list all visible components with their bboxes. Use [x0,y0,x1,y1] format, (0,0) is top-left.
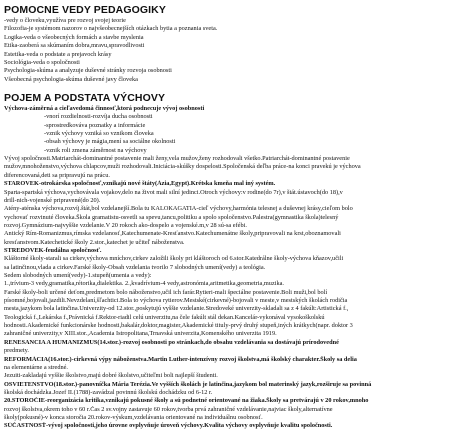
heading-pojem-vychovy: POJEM A PODSTATA VÝCHOVY [4,92,166,104]
body-line: na elementárne a stredné. [4,363,68,371]
body-line: STREDOVEK-feudálna spoločnosť. [4,246,102,254]
body-line: školská dochádzka.Jozef II.(1788)-zavádzal povinnú školskú dochádzku od 6-12 r. [4,388,213,396]
body-line: sa latinčinou,vlada a cirkev.Farské školy-Obsah vzdelania tvorilo 7 slobodných umení(vedy) a teológia. [4,263,266,271]
body-line: 20.STOROČIE-reorganizácia kritika,vznikajú pokusné školy a sú podnetné orientované na žiaka.Školy sa pretvárajú v 20 rokov,mnoho [4,397,369,405]
body-line: rozvoj.Gymnázium-najvyššie vzdelanie.V 20 rokoch ako-dospelo a vojenské.m,v 28 sú-sa efébi. [4,221,247,229]
body-line: kresťanstvom.Katechetické školy 2.stor.,katechet je učiteľ náboženstva. [4,238,185,246]
body-line: diferencovaná,deti sa pripravujú na prácu. [4,171,110,179]
body-line: -vnorí rozdielnosti-rozvíja ducha osobnosti [44,113,153,121]
body-line: písomné,bojovali,jazdili.Nevzdelaní,šľachtici.Bola to výchova rytierov.Mestské(cirkevné)-bojovali v meste,v mestských školách rodičia [4,297,348,305]
body-line: rozvoj školstva,okrem toho v 60 r.Čas 2 sv.vojny zastavuje 60 rokov,tvorba prvá zahraničné vzdelávanie,najviac školy,alternatívne [4,405,333,413]
intro-line: Filozofia-je systémom nazorov o najvšeobecnejších otázkach bytia a poznania sveta. [4,25,218,33]
body-line: -obsah výchovy je mágia,mení sa sociálne okolnosti [44,138,176,146]
body-line: Sparta-spartská výchova,vychovávala vojakov,delo na život mali silní jedinci.Otroch výchovy:v rodine(do 7r),v štát.ústavoch(do 18),v [4,188,343,196]
intro-line: Psychologia-skúma a analyzuje duševné stránky rozvoja osobnosti [4,67,172,75]
body-line: hodnosti.Akademické funkcionárske hodnosti,bakalár,doktor,magister,Akademické tituly-prvý druhý stupeň,iných krátkych(napr. doktor 3 [4,322,353,330]
intro-line: Etika-zaoberá sa skúmaním dobra,mravu,spravodlivosti [4,42,145,50]
body-line: OSVIETENSTVO(18.stor.)-panovníčka Mária Terézia.Ve vyšších školách je latinčina,jazykom bol materinský jazyk,rozširuje sa povinná [4,380,372,388]
intro-line: Všeobecná psychologia-skúma duševné javy človeka [4,75,138,83]
body-line: STAROVEK-otrokárska spoločnosť,vznikajú nové štáty(Ázia,Egypt).Krétska kmeňa mal iný systém. [4,180,276,188]
intro-line: -vedy o človeku,využíva pre rozvoj svojej teorie [4,17,126,24]
body-line: Kláštorné školy-starali sa cirkev,výchova mníchov,cirkev založili školy pri kláštoroch od 6.stor.Katedrálne školy-výchova kňazov,učili [4,255,344,263]
body-line: Antický Rím-Romanizmus,rímska vzdelanosť,Katechumenate-Kresťanstvo.Katechumenátne školy,pripravovali na krst,oboznamovali [4,230,341,238]
body-line: mužov,mnohoženstvo,výchova chlapcov,muži rozhodovali.Iniciácia-skúšky dospelosti.Spoločenská deľba práce-na konci pravekú je výchova [4,163,361,171]
body-line: -vznik výchovy vzniká so vznikom človeka [44,130,154,138]
body-line: drill-nich-vojenské pripravené(do 20). [4,196,101,204]
body-line: Atény-aténska výchova,rozvíj.štát,bol vzdelanejší.Bola tu KALOKAGATIA-cieľ výchovy,harmónia telesnej a duševnej krásy,cieľom bolo [4,205,353,213]
body-line: Farské školy-boli určené deťom,predmetom bolo náboženstvo,učil ich farár.Rytieri-mali špeciálne postavenie.Boli muži,bol bolí [4,288,328,296]
body-line: predmety. [4,347,29,355]
body-line: mesta,jazykom bola latinčina.Univerzity-od 12.stor.,poskytujú vyššie vzdelanie.Stredoveké univerzity-skladali sa z 4 fakúlt:Artistická f., [4,305,349,313]
body-line: Výchova-záměrná a cieľavedomá činnosť,ktorá podnecuje vývoj osobnosti [4,105,205,112]
body-line: vychovať rozvinuté človeka.Škola gramatistu-osvetli sa spevu,tancu,politiku a spolo spoločenstvo.Palestra(gymnastika škola)telesný [4,213,339,221]
intro-line: Logika-veda o všeobecných formách a stavbe myslenia [4,33,144,41]
body-line: RENESANCIA A HUMANIZMUS(14.stor.)-rozvoj osobnosti po stránkach,do obsahu vzdelávania sa dostávajú prírodovedné [4,338,339,346]
body-line: -vznik roli zmena záměrnost na výchovy [44,146,147,154]
body-line: 1.,trívium-3 vedy,gramatika,rétorika,dialektika. 2.,kvadrívium-4 vedy,astronómia,aritmetika,geometria,muzika. [4,280,285,288]
body-line: SÚČASTNOSŤ-vývoj spoločnosti,jeho úrovne ovplyvňuje úroveň výchovy.Kvalita výchovy ovplyvňuje kvalitu spoločnosti. [4,422,333,430]
body-line: -sprostredkováva poznatky a informácie [44,121,146,129]
heading-pomocne-vedy: POMOCNE VEDY PEDAGOGIKY [4,4,166,16]
body-line: Sedem slobodných umení(vedy)-1.stupeň(umenia a vedy): [4,272,152,279]
intro-line: Sociológia-veda o spoločnosti [4,59,80,66]
intro-line: Estetika-veda o podstate a prejavoch krásy [4,50,112,58]
body-line: REFORMÁCIA(16.stor.)-cirkevná výpy náboženstva.Martin Luther-intenzívny rozvoj školstva,má školský charakter.Školy sa delia [4,355,357,363]
body-line: zahraničné univerzity,v XIII.stor.,Academia Istropolitana,Trnavská univerzita,Komenského univerzita 1919. [4,330,277,338]
body-line: Vývoj spoločnosti.Matriarchát-dominantné postavenie mali ženy,vela mužov,ženy rozhodovali všetko.Patriarchát-dominantné postavenie [4,155,350,163]
body-line: Teologická f.,Lekárska f.,Právnická f.Rektor-riadil celú univerzitu,na čele fakúlt stál dekan.Kancelár-vykonával vysokoškolskú [4,313,325,321]
body-line: Jezuiti-zakladajú vyššie školstvo,majú dobré školstvo,učiteľmi boli najlepší študenti. [4,372,218,380]
body-line: školy(pokusné)-v konca storočia 20.rokov-výskum,vzdelávania orientované na individuálnu osobnosť. [4,413,263,421]
